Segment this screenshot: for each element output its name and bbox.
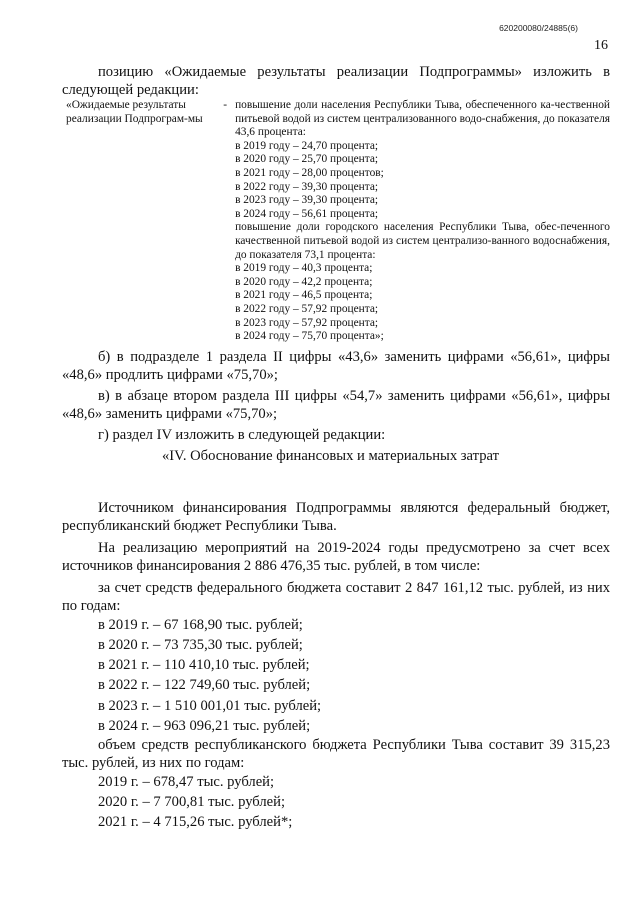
list-item: в 2020 году – 25,70 процента;	[235, 153, 379, 166]
table-right-content	[235, 99, 610, 344]
table-dash: -	[223, 99, 228, 111]
paragraph-source: Источником финансирования Подпрограммы являются федеральный бюджет, республиканский бюджет Республики Тыва.	[62, 499, 610, 534]
paragraph-federal: за счет средств федерального бюджета составит 2 847 161,12 тыс. рублей, из них по годам:	[62, 579, 610, 614]
federal-year-item: в 2021 г. – 110 410,10 тыс. рублей;	[98, 657, 310, 674]
paragraph-g: г) раздел IV изложить в следующей редакции:	[98, 426, 386, 443]
list-item: в 2023 году – 39,30 процента;	[235, 194, 379, 207]
block2-title: повышение доли городского населения Республики Тыва, обес-печенного качественной питьевой водой из систем централизо-ванного водоснабжения, до показателя 73,1 процента:	[235, 221, 610, 261]
block1-title: повышение доли населения Республики Тыва, обеспеченного ка-чественной питьевой водой из систем централизованного водо-снабжения, до показателя 43,6 процента:	[235, 99, 610, 139]
intro-line-1: позицию «Ожидаемые результаты реализации Подпрограммы» изложить в	[98, 64, 610, 80]
list-item: в 2023 году – 57,92 процента;	[235, 316, 379, 329]
paragraph-v: в) в абзаце втором раздела III цифры «54,7» заменить цифрами «56,61», цифры «48,6» заменить цифрами «75,70»;	[62, 387, 610, 422]
list-item: в 2022 году – 39,30 процента;	[235, 180, 379, 193]
list-item: в 2024 году – 56,61 процента;	[235, 207, 379, 220]
expected-results-table	[62, 99, 610, 344]
list-item: в 2020 году – 42,2 процента;	[235, 275, 373, 288]
federal-year-item: в 2023 г. – 1 510 001,01 тыс. рублей;	[98, 697, 322, 714]
republic-year-item: 2019 г. – 678,47 тыс. рублей;	[98, 773, 275, 790]
federal-year-item: в 2024 г. – 963 096,21 тыс. рублей;	[98, 717, 311, 734]
federal-year-item: в 2022 г. – 122 749,60 тыс. рублей;	[98, 677, 311, 694]
paragraph-b: б) в подразделе 1 раздела II цифры «43,6» заменить цифрами «56,61», цифры «48,6» продлить цифрами «75,70»;	[62, 348, 610, 383]
federal-year-item: в 2020 г. – 73 735,30 тыс. рублей;	[98, 636, 303, 653]
document-body	[62, 0, 610, 833]
list-item: в 2019 году – 40,3 процента;	[235, 262, 373, 275]
list-item: в 2021 году – 28,00 процентов;	[235, 166, 384, 179]
list-item: в 2021 году – 46,5 процента;	[235, 289, 373, 302]
list-item: в 2022 году – 57,92 процента;	[235, 302, 379, 315]
republic-year-item: 2021 г. – 4 715,26 тыс. рублей*;	[98, 814, 293, 831]
republic-year-item: 2020 г. – 7 700,81 тыс. рублей;	[98, 794, 285, 811]
section-heading: «IV. Обоснование финансовых и материальных затрат	[162, 447, 499, 464]
page-number: 16	[594, 38, 608, 53]
intro-line-2: следующей редакции:	[62, 82, 199, 98]
list-item: в 2024 году – 75,70 процента»;	[235, 330, 384, 343]
list-item: в 2019 году – 24,70 процента;	[235, 139, 379, 152]
document-id: 620200080/24885(6)	[499, 23, 578, 33]
table-left-label: «Ожидаемые результаты реализации Подпрограм-мы	[66, 99, 203, 125]
paragraph-republic: объем средств республиканского бюджета Республики Тыва составит 39 315,23 тыс. рублей, из них по годам:	[62, 736, 610, 771]
paragraph-total: На реализацию мероприятий на 2019-2024 годы предусмотрено за счет всех источников финансирования 2 886 476,35 тыс. рублей, в том числе:	[62, 539, 610, 574]
federal-year-item: в 2019 г. – 67 168,90 тыс. рублей;	[98, 616, 303, 633]
